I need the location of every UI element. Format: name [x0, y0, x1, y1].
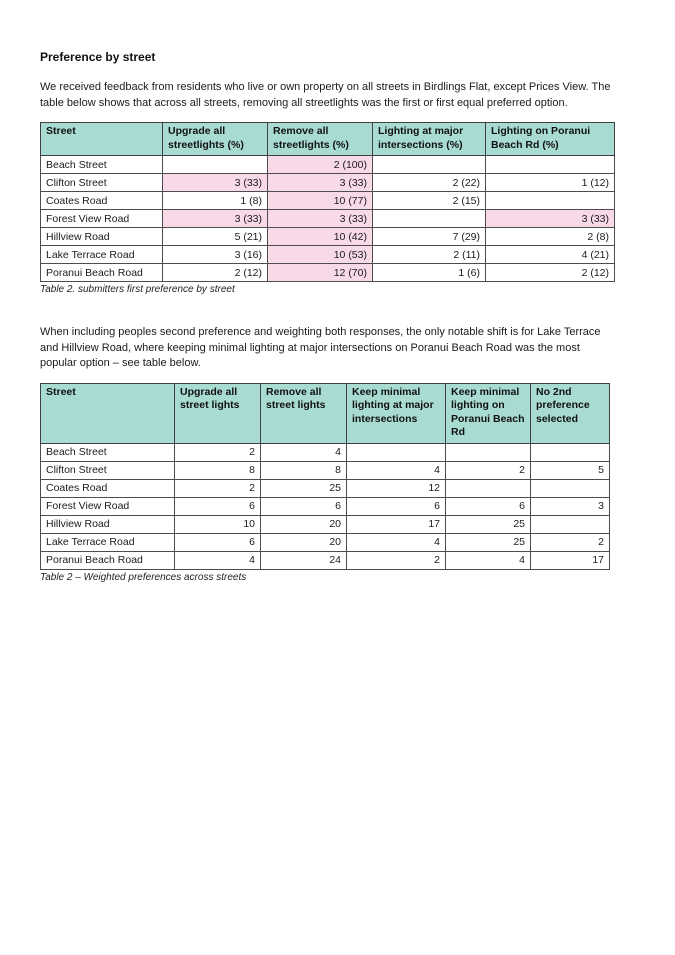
value-cell: 6 [446, 497, 531, 515]
value-cell: 2 (22) [373, 174, 486, 192]
value-cell: 4 [261, 443, 347, 461]
street-cell: Coates Road [41, 479, 175, 497]
value-cell: 20 [261, 533, 347, 551]
table-row [41, 246, 615, 264]
column-header: Keep minimal lighting on Poranui Beach Rd [446, 383, 531, 443]
value-cell: 10 (77) [268, 192, 373, 210]
value-cell [486, 156, 615, 174]
value-cell [163, 156, 268, 174]
column-header: Remove all street lights [261, 383, 347, 443]
table-row [41, 228, 615, 246]
value-cell: 2 (12) [163, 264, 268, 282]
table-row [41, 210, 615, 228]
street-cell: Hillview Road [41, 228, 163, 246]
first-preference-table [40, 122, 615, 282]
value-cell: 12 (70) [268, 264, 373, 282]
table-row [41, 156, 615, 174]
table-row [41, 443, 610, 461]
value-cell: 20 [261, 515, 347, 533]
value-cell: 2 (15) [373, 192, 486, 210]
value-cell: 2 [175, 443, 261, 461]
value-cell: 2 (8) [486, 228, 615, 246]
value-cell: 3 (33) [163, 174, 268, 192]
street-cell: Poranui Beach Road [41, 264, 163, 282]
value-cell: 2 (11) [373, 246, 486, 264]
page-title: Preference by street [40, 50, 156, 64]
column-header: Lighting on Poranui Beach Rd (%) [486, 123, 615, 156]
table-row [41, 264, 615, 282]
value-cell [373, 210, 486, 228]
value-cell [347, 443, 446, 461]
value-cell: 1 (8) [163, 192, 268, 210]
value-cell: 2 (12) [486, 264, 615, 282]
table1-caption: Table 2. submitters first preference by street [40, 284, 235, 295]
value-cell [531, 479, 610, 497]
value-cell: 5 [531, 461, 610, 479]
value-cell: 5 (21) [163, 228, 268, 246]
value-cell: 7 (29) [373, 228, 486, 246]
value-cell: 17 [347, 515, 446, 533]
value-cell: 6 [175, 497, 261, 515]
header-row [41, 123, 615, 156]
value-cell: 10 (42) [268, 228, 373, 246]
weighted-preference-table [40, 383, 610, 570]
column-header: Keep minimal lighting at major intersections [347, 383, 446, 443]
table-row [41, 551, 610, 569]
street-cell: Forest View Road [41, 210, 163, 228]
street-cell: Coates Road [41, 192, 163, 210]
value-cell: 25 [446, 533, 531, 551]
value-cell: 24 [261, 551, 347, 569]
street-cell: Beach Street [41, 443, 175, 461]
intro-paragraph: We received feedback from residents who live or own property on all streets in Birdlings Flat, except Prices View. The table below shows that across all streets, removing all streetlights was the first or first equal preferred option. [40, 81, 611, 109]
table-row [41, 174, 615, 192]
street-cell: Poranui Beach Road [41, 551, 175, 569]
value-cell: 8 [175, 461, 261, 479]
table-row [41, 192, 615, 210]
value-cell: 3 (33) [486, 210, 615, 228]
column-header: Lighting at major intersections (%) [373, 123, 486, 156]
column-header: Street [41, 383, 175, 443]
value-cell [531, 515, 610, 533]
value-cell [373, 156, 486, 174]
value-cell: 2 [175, 479, 261, 497]
value-cell: 3 [531, 497, 610, 515]
table-row [41, 515, 610, 533]
value-cell [446, 479, 531, 497]
first-preference-table-wrap [40, 122, 613, 295]
street-cell: Beach Street [41, 156, 163, 174]
value-cell: 17 [531, 551, 610, 569]
value-cell: 3 (33) [268, 174, 373, 192]
value-cell: 10 (53) [268, 246, 373, 264]
table-row [41, 461, 610, 479]
value-cell: 25 [446, 515, 531, 533]
value-cell: 1 (6) [373, 264, 486, 282]
street-cell: Lake Terrace Road [41, 533, 175, 551]
value-cell: 3 (16) [163, 246, 268, 264]
value-cell: 4 (21) [486, 246, 615, 264]
value-cell: 2 [446, 461, 531, 479]
value-cell: 2 [347, 551, 446, 569]
street-cell: Clifton Street [41, 461, 175, 479]
value-cell: 2 (100) [268, 156, 373, 174]
street-cell: Forest View Road [41, 497, 175, 515]
value-cell: 10 [175, 515, 261, 533]
column-header: Street [41, 123, 163, 156]
street-cell: Hillview Road [41, 515, 175, 533]
value-cell: 3 (33) [268, 210, 373, 228]
value-cell: 1 (12) [486, 174, 615, 192]
value-cell: 6 [175, 533, 261, 551]
value-cell [446, 443, 531, 461]
value-cell: 6 [261, 497, 347, 515]
value-cell: 4 [446, 551, 531, 569]
column-header: Upgrade all street lights [175, 383, 261, 443]
column-header: Upgrade all streetlights (%) [163, 123, 268, 156]
table-row [41, 533, 610, 551]
second-paragraph: When including peoples second preference and weighting both responses, the only notable shift is for Lake Terrace and Hillview Road, where keeping minimal lighting at major intersections on Poranui Beach Road was the most popular option – see table below. [40, 326, 601, 369]
value-cell: 8 [261, 461, 347, 479]
header-row [41, 383, 610, 443]
table2-caption: Table 2 – Weighted preferences across streets [40, 571, 247, 583]
value-cell [486, 192, 615, 210]
value-cell: 12 [347, 479, 446, 497]
street-cell: Clifton Street [41, 174, 163, 192]
value-cell [531, 443, 610, 461]
column-header: No 2nd preference selected [531, 383, 610, 443]
value-cell: 6 [347, 497, 446, 515]
table-row [41, 479, 610, 497]
table-row [41, 497, 610, 515]
weighted-preference-table-wrap [40, 383, 613, 583]
value-cell: 4 [347, 461, 446, 479]
street-cell: Lake Terrace Road [41, 246, 163, 264]
value-cell: 3 (33) [163, 210, 268, 228]
value-cell: 25 [261, 479, 347, 497]
value-cell: 4 [347, 533, 446, 551]
column-header: Remove all streetlights (%) [268, 123, 373, 156]
value-cell: 4 [175, 551, 261, 569]
value-cell: 2 [531, 533, 610, 551]
